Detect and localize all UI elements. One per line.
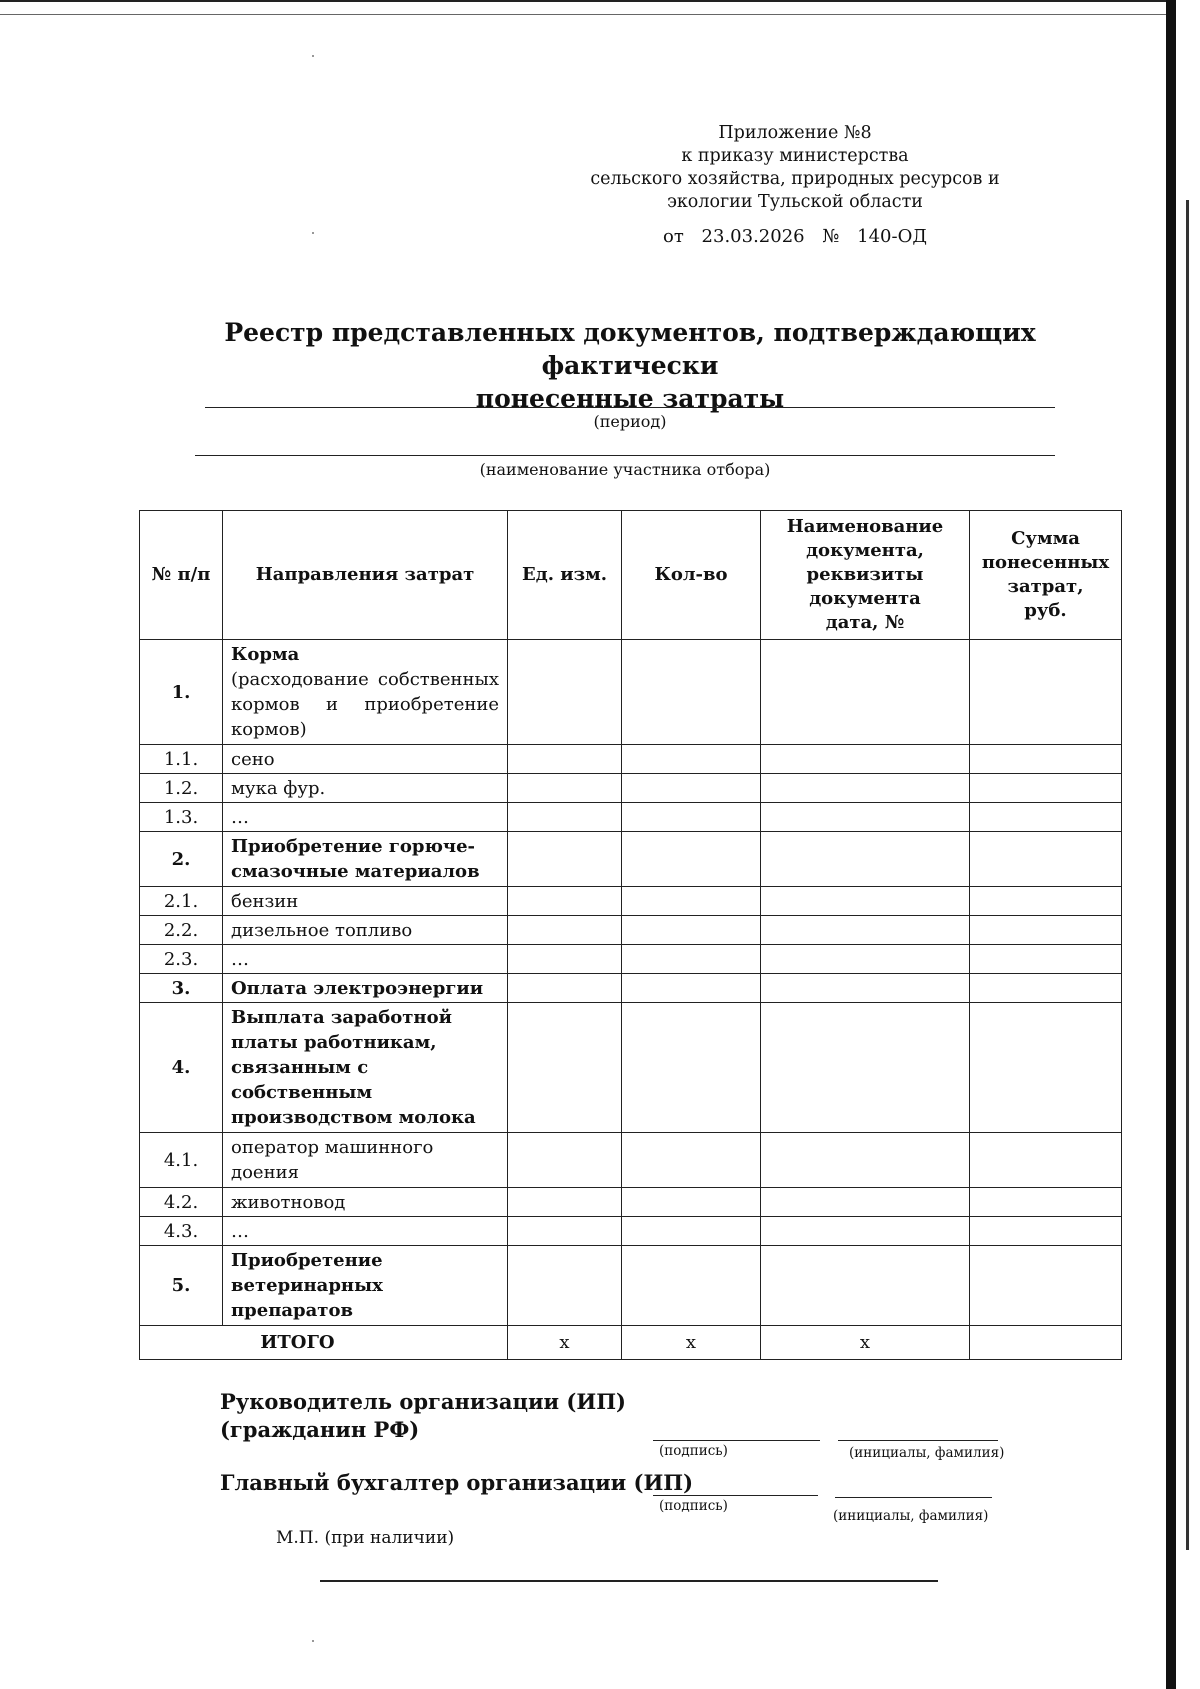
document-cell[interactable] [761, 745, 970, 774]
row-number: 5. [140, 1246, 223, 1326]
row-title-line: Приобретение [231, 1250, 383, 1271]
title-line: Реестр представленных документов, подтверждающих фактически [224, 318, 1036, 380]
scan-speck [312, 55, 314, 57]
header-doc-line: дата, № [825, 612, 905, 633]
row-direction [223, 1246, 508, 1326]
table-row [140, 640, 1122, 745]
footer-separator [320, 1580, 938, 1582]
sum-cell[interactable] [970, 974, 1122, 1003]
unit-cell[interactable] [508, 1217, 622, 1246]
header-num: № п/п [140, 511, 223, 640]
total-doc-x: x [761, 1326, 970, 1360]
row-number: 2.3. [140, 945, 223, 974]
accountant-name-line[interactable] [835, 1497, 992, 1498]
total-sum-cell[interactable] [970, 1326, 1122, 1360]
row-text-line: оператор машинного [231, 1137, 434, 1158]
document-cell[interactable] [761, 640, 970, 745]
header-doc-line: Наименование [786, 516, 944, 537]
table-row [140, 1246, 1122, 1326]
qty-cell[interactable] [622, 803, 761, 832]
row-direction [223, 640, 508, 745]
document-cell[interactable] [761, 1246, 970, 1326]
row-title-line: препаратов [231, 1300, 353, 1321]
row-direction: Оплата электроэнергии [223, 974, 508, 1003]
row-title-line: ветеринарных [231, 1275, 383, 1296]
qty-cell[interactable] [622, 774, 761, 803]
unit-cell[interactable] [508, 1133, 622, 1188]
row-direction: животновод [223, 1188, 508, 1217]
accountant-signature-line[interactable] [653, 1495, 818, 1496]
row-number: 1. [140, 640, 223, 745]
header-direction: Направления затрат [223, 511, 508, 640]
document-cell[interactable] [761, 774, 970, 803]
head-name-line[interactable] [838, 1440, 998, 1441]
sum-cell[interactable] [970, 916, 1122, 945]
document-cell[interactable] [761, 1133, 970, 1188]
row-number: 2. [140, 832, 223, 887]
qty-cell[interactable] [622, 1133, 761, 1188]
table-row [140, 1003, 1122, 1133]
row-text-line: доения [231, 1162, 299, 1183]
document-cell[interactable] [761, 832, 970, 887]
document-cell[interactable] [761, 1188, 970, 1217]
header-sum [970, 511, 1122, 640]
row-title: Корма [231, 644, 300, 665]
row-direction [223, 832, 508, 887]
qty-cell[interactable] [622, 945, 761, 974]
row-direction [223, 1133, 508, 1188]
row-direction: сено [223, 745, 508, 774]
head-signature-line[interactable] [653, 1440, 820, 1441]
total-qty-x: x [622, 1326, 761, 1360]
sum-cell[interactable] [970, 640, 1122, 745]
row-number: 3. [140, 974, 223, 1003]
unit-cell[interactable] [508, 916, 622, 945]
table-row [140, 1188, 1122, 1217]
qty-cell[interactable] [622, 832, 761, 887]
row-title-line: платы работникам, [231, 1032, 437, 1053]
row-number: 2.2. [140, 916, 223, 945]
row-number: 4.1. [140, 1133, 223, 1188]
document-title [150, 316, 1110, 415]
row-title-line: производством молока [231, 1107, 476, 1128]
appendix-header [560, 122, 1030, 214]
sum-cell[interactable] [970, 803, 1122, 832]
scan-speck [312, 1640, 314, 1642]
unit-cell[interactable] [508, 974, 622, 1003]
row-direction: … [223, 1217, 508, 1246]
qty-cell[interactable] [622, 916, 761, 945]
document-cell[interactable] [761, 974, 970, 1003]
participant-caption: (наименование участника отбора) [479, 460, 771, 479]
unit-cell[interactable] [508, 1003, 622, 1133]
unit-cell[interactable] [508, 774, 622, 803]
order-number-label: № [822, 226, 840, 247]
row-number: 2.1. [140, 887, 223, 916]
sum-cell[interactable] [970, 1217, 1122, 1246]
header-qty: Кол-во [622, 511, 761, 640]
document-cell[interactable] [761, 887, 970, 916]
row-title-line: Приобретение горюче- [231, 836, 476, 857]
row-number: 4. [140, 1003, 223, 1133]
row-direction: бензин [223, 887, 508, 916]
row-direction: … [223, 803, 508, 832]
sum-cell[interactable] [970, 832, 1122, 887]
accountant-name-caption: (инициалы, фамилия) [833, 1508, 989, 1524]
qty-cell[interactable] [622, 1246, 761, 1326]
row-direction [223, 1003, 508, 1133]
table-header-row [140, 511, 1122, 640]
row-number: 4.3. [140, 1217, 223, 1246]
total-label: ИТОГО [140, 1326, 508, 1360]
row-title-line: Выплата заработной [231, 1007, 452, 1028]
sum-cell[interactable] [970, 1133, 1122, 1188]
title-line: понесенные затраты [475, 384, 785, 413]
scan-edge-top [0, 0, 1166, 2]
sum-cell[interactable] [970, 887, 1122, 916]
scan-edge-right-shadow [1186, 200, 1189, 1550]
header-doc-line: реквизиты [806, 564, 924, 585]
sum-cell[interactable] [970, 745, 1122, 774]
row-number: 1.3. [140, 803, 223, 832]
unit-cell[interactable] [508, 640, 622, 745]
stamp-placeholder: М.П. (при наличии) [276, 1528, 455, 1548]
unit-cell[interactable] [508, 803, 622, 832]
costs-register-table [139, 510, 1122, 1360]
head-signature-caption: (подпись) [659, 1443, 728, 1459]
table-row [140, 745, 1122, 774]
row-direction: дизельное топливо [223, 916, 508, 945]
row-description: (расходование собственных кормов и приобретение кормов) [231, 669, 499, 740]
row-title-line: смазочные материалов [231, 861, 480, 882]
order-number: 140-ОД [857, 226, 927, 247]
table-row [140, 803, 1122, 832]
qty-cell[interactable] [622, 1188, 761, 1217]
table-row [140, 1217, 1122, 1246]
appendix-line: экологии Тульской области [667, 192, 923, 212]
document-cell[interactable] [761, 803, 970, 832]
header-sum-line: затрат, [1007, 576, 1084, 597]
sum-cell[interactable] [970, 1188, 1122, 1217]
qty-cell[interactable] [622, 1003, 761, 1133]
appendix-line: Приложение №8 [718, 123, 872, 143]
document-cell[interactable] [761, 1217, 970, 1246]
order-from-label: от [663, 226, 684, 247]
unit-cell[interactable] [508, 745, 622, 774]
header-doc-line: документа, [806, 540, 924, 561]
document-cell[interactable] [761, 1003, 970, 1133]
accountant-signature-caption: (подпись) [659, 1498, 728, 1514]
head-name-caption: (инициалы, фамилия) [849, 1445, 1005, 1461]
sum-cell[interactable] [970, 1003, 1122, 1133]
qty-cell[interactable] [622, 974, 761, 1003]
scan-edge-line [0, 14, 1166, 15]
unit-cell[interactable] [508, 887, 622, 916]
row-number: 1.2. [140, 774, 223, 803]
row-direction: … [223, 945, 508, 974]
header-sum-line: руб. [1024, 600, 1067, 621]
table-row [140, 774, 1122, 803]
unit-cell[interactable] [508, 832, 622, 887]
scan-edge-right [1166, 0, 1176, 1689]
appendix-line: сельского хозяйства, природных ресурсов и [590, 169, 1000, 189]
table-row [140, 916, 1122, 945]
head-title-line: (гражданин РФ) [220, 1417, 420, 1442]
table-row [140, 832, 1122, 887]
header-sum-line: Сумма [1011, 528, 1080, 549]
unit-cell[interactable] [508, 1188, 622, 1217]
document-cell[interactable] [761, 945, 970, 974]
participant-line [195, 455, 1055, 456]
qty-cell[interactable] [622, 745, 761, 774]
appendix-line: к приказу министерства [681, 146, 909, 166]
accountant-signatory: Главный бухгалтер организации (ИП) [220, 1470, 694, 1495]
sum-cell[interactable] [970, 774, 1122, 803]
unit-cell[interactable] [508, 1246, 622, 1326]
unit-cell[interactable] [508, 945, 622, 974]
order-date: 23.03.2026 [701, 226, 805, 247]
scan-speck [312, 232, 314, 234]
head-signatory [220, 1388, 626, 1444]
header-sum-line: понесенных [981, 552, 1110, 573]
period-caption: (период) [593, 412, 667, 431]
row-number: 1.1. [140, 745, 223, 774]
row-number: 4.2. [140, 1188, 223, 1217]
head-title-line: Руководитель организации (ИП) [220, 1389, 626, 1414]
header-document [761, 511, 970, 640]
table-row [140, 887, 1122, 916]
order-reference [560, 226, 1030, 247]
sum-cell[interactable] [970, 945, 1122, 974]
table-row [140, 974, 1122, 1003]
qty-cell[interactable] [622, 1217, 761, 1246]
total-unit-x: x [508, 1326, 622, 1360]
sum-cell[interactable] [970, 1246, 1122, 1326]
document-cell[interactable] [761, 916, 970, 945]
table-row [140, 1133, 1122, 1188]
period-line [205, 407, 1055, 408]
header-doc-line: документа [809, 588, 921, 609]
qty-cell[interactable] [622, 887, 761, 916]
total-row [140, 1326, 1122, 1360]
header-unit: Ед. изм. [508, 511, 622, 640]
qty-cell[interactable] [622, 640, 761, 745]
table-row [140, 945, 1122, 974]
row-title-line: связанным с [231, 1057, 369, 1078]
row-direction: мука фур. [223, 774, 508, 803]
row-title-line: собственным [231, 1082, 373, 1103]
